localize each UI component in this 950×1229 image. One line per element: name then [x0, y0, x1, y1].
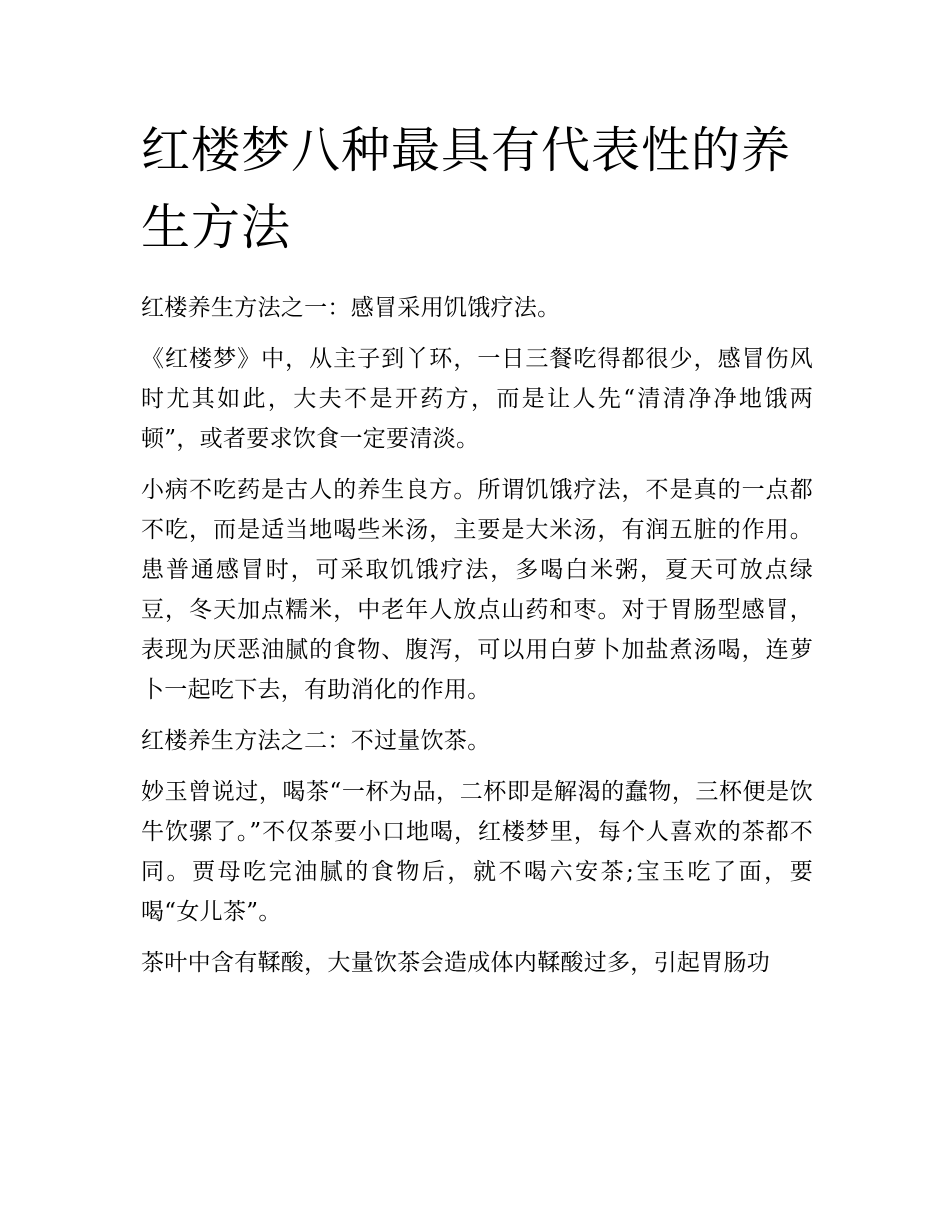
paragraph: 《红楼梦》中，从主子到丫环，一日三餐吃得都很少，感冒伤风时尤其如此，大夫不是开药方，而是让人先“清清净净地饿两顿”，或者要求饮食一定要清淡。: [141, 346, 813, 452]
document-content: [141, 112, 813, 994]
section-heading-1: 红楼养生方法之一：感冒采用饥饿疗法。: [141, 295, 561, 321]
document-title: 红楼梦八种最具有代表性的养生方法: [141, 122, 792, 256]
section-heading-2: 红楼养生方法之二：不过量饮茶。: [141, 728, 491, 754]
paragraph: 妙玉曾说过，喝茶“一杯为品，二杯即是解渴的蠢物，三杯便是饮牛饮骡了。”不仅茶要小口地喝，红楼梦里，每个人喜欢的茶都不同。贾母吃完油腻的食物后，就不喝六安茶;宝玉吃了面，要喝“女儿茶”。: [141, 779, 813, 925]
paragraph: 小病不吃药是古人的养生良方。所谓饥饿疗法，不是真的一点都不吃，而是适当地喝些米汤，主要是大米汤，有润五脏的作用。患普通感冒时，可采取饥饿疗法，多喝白米粥，夏天可放点绿豆，冬天加点糯米，中老年人放点山药和枣。对于胃肠型感冒，表现为厌恶油腻的食物、腹泻，可以用白萝卜加盐煮汤喝，连萝卜一起吃下去，有助消化的作用。: [141, 477, 813, 703]
paragraph: 茶叶中含有鞣酸，大量饮茶会造成体内鞣酸过多，引起胃肠功: [141, 950, 771, 976]
